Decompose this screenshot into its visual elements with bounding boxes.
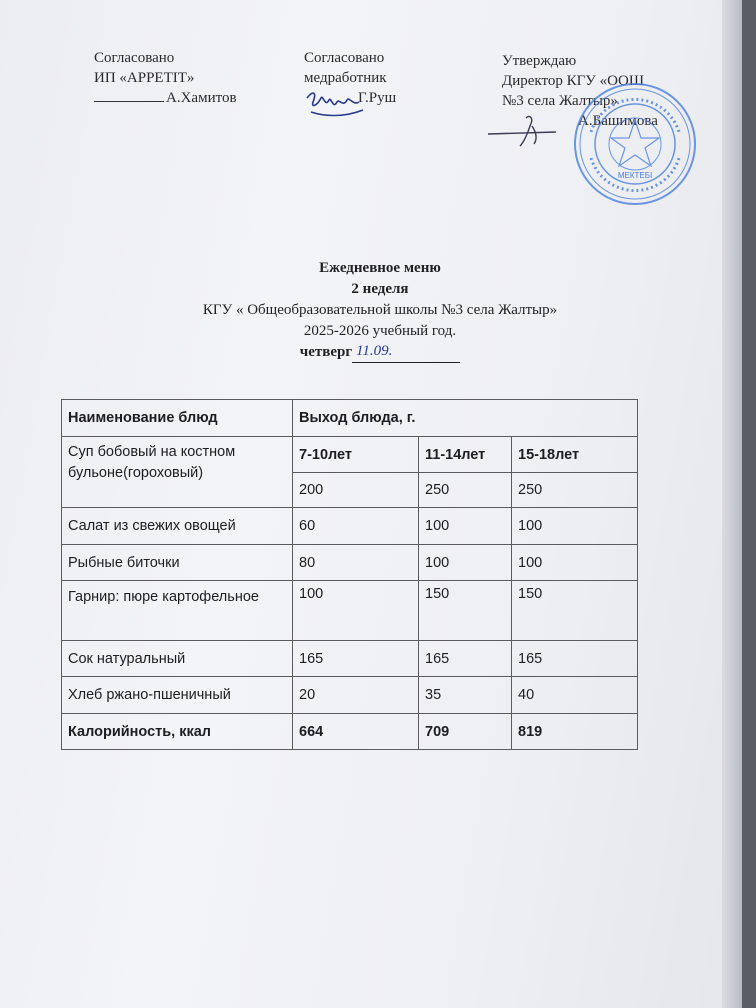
header-output: Выход блюда, г. xyxy=(293,400,638,437)
page-edge xyxy=(722,0,742,1008)
dish-name: Суп бобовый на костном бульоне(гороховый) xyxy=(62,437,293,508)
approval-left-title: Согласовано xyxy=(94,50,175,66)
portion-value: 250 xyxy=(512,473,638,508)
dish-name: Рыбные биточки xyxy=(62,545,293,581)
calories-value: 709 xyxy=(419,714,512,750)
menu-week: 2 неделя xyxy=(351,281,409,297)
table-row xyxy=(62,508,638,545)
approval-right-signature-line: А.Башимова xyxy=(578,113,658,129)
school-name: КГУ « Общеобразовательной школы №3 села Жалтыр» xyxy=(202,302,558,318)
portion-value: 150 xyxy=(419,581,512,641)
svg-text:МЕКТЕБІ: МЕКТЕБІ xyxy=(617,171,653,180)
approval-right-org: №3 села Жалтыр» xyxy=(502,93,618,109)
director-signature xyxy=(486,112,566,152)
portion-value: 35 xyxy=(419,677,512,714)
header-dish: Наименование блюд xyxy=(62,400,293,437)
approval-right-position: Директор КГУ «ООШ xyxy=(502,73,644,89)
dish-name: Гарнир: пюре картофельное xyxy=(62,581,293,641)
table-row xyxy=(62,545,638,581)
calories-value: 664 xyxy=(293,714,419,750)
weekday: четверг xyxy=(299,344,353,360)
menu-heading xyxy=(130,258,630,363)
portion-value: 100 xyxy=(512,508,638,545)
portion-value: 165 xyxy=(512,641,638,677)
calories-label: Калорийность, ккал xyxy=(62,714,293,750)
portion-value: 60 xyxy=(293,508,419,545)
portion-value: 40 xyxy=(512,677,638,714)
approval-middle-signature-line: Г.Руш xyxy=(358,90,397,106)
portion-value: 165 xyxy=(419,641,512,677)
menu-table xyxy=(61,399,638,750)
age-group-header: 7-10лет xyxy=(293,437,419,473)
table-header-row xyxy=(62,400,638,437)
portion-value: 165 xyxy=(293,641,419,677)
portion-value: 200 xyxy=(293,473,419,508)
portion-value: 20 xyxy=(293,677,419,714)
approval-block-left xyxy=(94,48,237,108)
official-seal-stamp xyxy=(571,80,699,208)
approval-middle-role: медработник xyxy=(304,70,387,86)
table-row xyxy=(62,437,638,473)
portion-value: 150 xyxy=(512,581,638,641)
approval-middle-title: Согласовано xyxy=(304,50,385,66)
table-row xyxy=(62,677,638,714)
portion-value: 100 xyxy=(293,581,419,641)
medic-signature xyxy=(303,88,367,122)
portion-value: 100 xyxy=(419,508,512,545)
portion-value: 100 xyxy=(419,545,512,581)
calories-row xyxy=(62,714,638,750)
dish-name: Салат из свежих овощей xyxy=(62,508,293,545)
dish-name: Хлеб ржано-пшеничный xyxy=(62,677,293,714)
portion-value: 250 xyxy=(419,473,512,508)
portion-value: 80 xyxy=(293,545,419,581)
school-year: 2025-2026 учебный год. xyxy=(303,323,457,339)
table-row xyxy=(62,641,638,677)
age-group-header: 11-14лет xyxy=(419,437,512,473)
approval-left-signature-line: А.Хамитов xyxy=(94,88,237,108)
dish-name: Сок натуральный xyxy=(62,641,293,677)
menu-title: Ежедневное меню xyxy=(319,260,441,276)
table-row xyxy=(62,581,638,641)
calories-value: 819 xyxy=(512,714,638,750)
approval-right-title: Утверждаю xyxy=(502,53,577,69)
day-line xyxy=(130,342,630,363)
age-group-header: 15-18лет xyxy=(512,437,638,473)
date-field xyxy=(352,344,460,363)
handwritten-date: 11.09. xyxy=(356,343,393,359)
portion-value: 100 xyxy=(512,545,638,581)
approval-left-org: ИП «APPETIT» xyxy=(94,70,195,86)
